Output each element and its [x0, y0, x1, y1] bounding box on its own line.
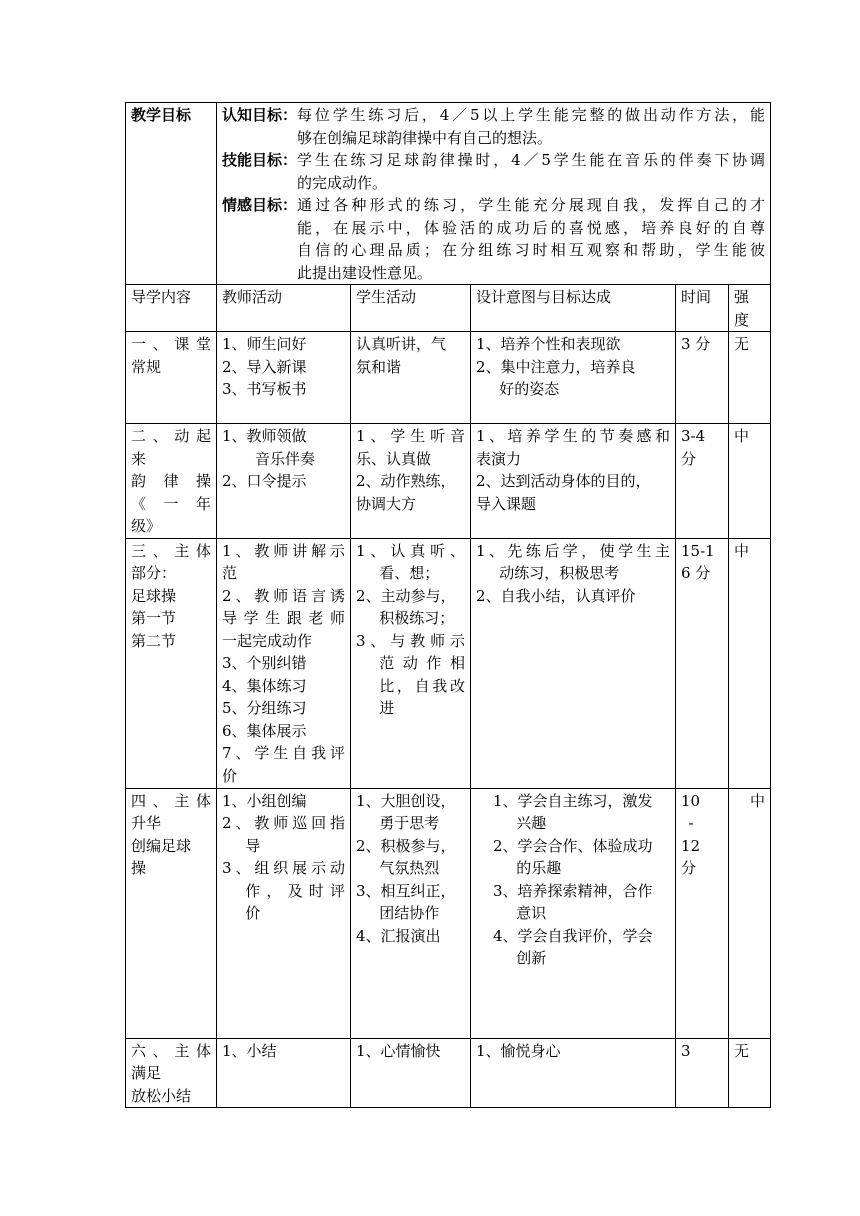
cell-line: 范动作相 — [379, 654, 465, 672]
cell-design — [471, 424, 676, 539]
cell-line: 1、认真听、 — [356, 541, 465, 560]
table-row — [126, 538, 771, 788]
cell-time — [676, 538, 729, 788]
cell-line: 3-4 — [681, 427, 706, 445]
cell-content — [126, 1038, 217, 1108]
cell-line: 6、集体展示 — [222, 721, 307, 740]
header-teacher: 教师活动 — [217, 285, 351, 332]
cell-student — [351, 538, 471, 788]
goal-line: 自信的心理品质；在分组练习时相互观察和帮助，学生能彼 — [297, 241, 766, 259]
cell-line: 范 — [222, 564, 238, 582]
cell-line: 2、动作熟练， — [356, 472, 456, 490]
cell-line: 4、汇报演出 — [356, 926, 441, 945]
cell-content — [126, 538, 217, 788]
cell-line: 3、组织展示动 — [222, 859, 345, 877]
cell-line: 2、自我小结，认真评价 — [476, 586, 636, 605]
cell-time — [676, 424, 729, 539]
cell-line: 团结协作 — [379, 904, 440, 922]
cell-design — [471, 1038, 676, 1108]
cell-line: 看、想； — [379, 564, 440, 582]
cell-line: 1、师生问好 — [222, 335, 307, 353]
cell-line: 1、学生听音 — [356, 427, 465, 445]
cell-student — [351, 1038, 471, 1108]
cell-line: 积极练习； — [379, 609, 455, 627]
cell-line: 2、主动参与， — [356, 586, 456, 605]
goal-label: 认知目标： — [222, 106, 298, 124]
cell-line: 四、主体 — [131, 791, 211, 810]
cell-student — [351, 788, 471, 1038]
cell-line: 价 — [245, 904, 261, 922]
cell-time — [676, 1038, 729, 1108]
cell-line: 意识 — [516, 904, 547, 922]
header-intensity-line: 强 — [734, 288, 750, 306]
cell-line: 第一节 — [131, 609, 177, 627]
cell-line: 分 — [681, 449, 697, 468]
cell-line: 价 — [222, 766, 238, 785]
cell-line: 表演力 — [476, 449, 522, 468]
cell-line: 气氛热烈 — [379, 859, 440, 877]
cell-line: 3 分 — [681, 335, 711, 353]
header-design: 设计意图与目标达成 — [471, 285, 676, 332]
cell-line: 3 — [681, 1041, 691, 1060]
header-content: 导学内容 — [126, 285, 217, 332]
cell-line: 2、学会合作、体验成功 — [493, 836, 653, 855]
cell-teacher — [217, 538, 351, 788]
cell-line: 2、口令提示 — [222, 472, 307, 490]
cell-line: 来 — [131, 449, 147, 468]
cell-teacher — [217, 1038, 351, 1108]
cell-intensity: 无 — [729, 332, 771, 424]
cell-line: 认真听讲，气 — [356, 335, 447, 353]
goals-row-label: 教学目标 — [126, 103, 217, 285]
cell-line: 3、与教师示 — [356, 631, 465, 650]
table-row — [126, 332, 771, 424]
cell-line: 乐、认真做 — [356, 449, 432, 468]
cell-intensity: 中 — [729, 424, 771, 539]
header-intensity-line: 度 — [734, 310, 750, 329]
cell-line: 3、书写板书 — [222, 380, 307, 398]
goal-line: 学生在练习足球韵律操时，4／5学生能在音乐的伴奏下协调 — [297, 151, 766, 169]
cell-line: 15-1 — [681, 541, 715, 560]
cell-line: 1、小组创编 — [222, 791, 307, 810]
goal-skill — [222, 149, 765, 194]
cell-design — [471, 538, 676, 788]
goal-line: 每位学生练习后，4／5以上学生能完整的做出动作方法，能 — [297, 106, 766, 124]
cell-line: 升华 — [131, 814, 162, 832]
cell-design — [471, 332, 676, 424]
goal-affective — [222, 194, 765, 284]
cell-line: 进 — [379, 699, 395, 717]
cell-line: 第二节 — [131, 631, 177, 650]
lesson-plan-table — [125, 102, 771, 1108]
cell-line: 满足 — [131, 1064, 162, 1082]
cell-line: 音乐伴奏 — [255, 449, 316, 468]
cell-line: 2、集中注意力，培养良 — [476, 357, 636, 376]
goal-line: 能，在展示中，体验活的成功后的喜悦感，培养良好的自尊 — [297, 218, 766, 237]
cell-line: 一、课堂 — [131, 335, 211, 353]
cell-line: 3、个别纠错 — [222, 654, 307, 672]
cell-design — [471, 788, 676, 1038]
cell-line: 操 — [131, 859, 147, 877]
cell-line: 二、动起 — [131, 427, 211, 445]
cell-line: 创编足球 — [131, 836, 192, 855]
cell-teacher — [217, 332, 351, 424]
cell-line: 足球操 — [131, 586, 177, 605]
cell-line: 1、培养个性和表现欲 — [476, 335, 621, 353]
cell-line: 2、教师语言诱 — [222, 586, 345, 605]
goal-line: 够在创编足球韵律操中有自己的想法。 — [297, 128, 553, 147]
header-time: 时间 — [676, 285, 729, 332]
cell-line: 协调大方 — [356, 494, 417, 513]
goals-row — [126, 103, 771, 285]
cell-line: 氛和谐 — [356, 357, 402, 376]
cell-line: 1、心情愉快 — [356, 1041, 441, 1060]
cell-line: 6 分 — [681, 564, 711, 582]
cell-line: 比，自我改 — [379, 676, 465, 695]
cell-line: 三、主体 — [131, 541, 211, 560]
cell-line: 7、学生自我评 — [222, 744, 345, 762]
cell-line: 1、培养学生的节奏感和 — [476, 427, 670, 445]
cell-line: 1、教师领做 — [222, 427, 307, 445]
cell-line: 的乐趣 — [516, 859, 562, 877]
cell-line: 1、学会自主练习，激发 — [493, 791, 653, 810]
cell-line: 2、达到活动身体的目的， — [476, 472, 651, 490]
table-row — [126, 1038, 771, 1108]
cell-line: 部分： — [131, 564, 177, 582]
cell-intensity: 中 — [729, 538, 771, 788]
cell-line: 放松小结 — [131, 1086, 192, 1105]
cell-student — [351, 332, 471, 424]
cell-line: 导入课题 — [476, 494, 537, 513]
cell-line: 4、集体练习 — [222, 676, 307, 695]
cell-content — [126, 788, 217, 1038]
cell-line: 1、大胆创设， — [356, 791, 456, 810]
cell-line: - — [688, 814, 694, 832]
cell-line: 级》 — [131, 517, 162, 535]
goal-line: 通过各种形式的练习，学生能充分展现自我，发挥自己的才 — [297, 196, 766, 214]
cell-line: 2、积极参与， — [356, 836, 456, 855]
header-row — [126, 285, 771, 332]
header-intensity — [729, 285, 771, 332]
cell-line: 动练习，积极思考 — [499, 564, 620, 582]
cell-time — [676, 332, 729, 424]
cell-line: 4、学会自我评价，学会 — [493, 926, 653, 945]
cell-time — [676, 788, 729, 1038]
cell-line: 《 一 年 — [131, 494, 211, 513]
cell-line: 作，及时评 — [245, 881, 345, 900]
cell-line: 常规 — [131, 357, 162, 376]
goal-line: 的完成动作。 — [297, 173, 388, 192]
cell-line: 好的姿态 — [499, 380, 560, 398]
cell-teacher — [217, 424, 351, 539]
cell-line: 韵 律 操 — [131, 472, 211, 490]
cell-line: 导 — [245, 836, 261, 855]
cell-line: 分 — [681, 859, 697, 877]
cell-intensity: 无 — [729, 1038, 771, 1108]
cell-line: 1、小结 — [222, 1041, 277, 1060]
table-row — [126, 788, 771, 1038]
cell-line: 1、先练后学，使学生主 — [476, 541, 670, 560]
goal-label: 技能目标： — [222, 151, 298, 169]
cell-line: 兴趣 — [516, 814, 547, 832]
cell-line: 3、培养探索精神，合作 — [493, 881, 653, 900]
goal-line: 此提出建设性意见。 — [297, 263, 433, 282]
cell-line: 12 — [681, 836, 701, 855]
cell-student — [351, 424, 471, 539]
table-row — [126, 424, 771, 539]
cell-line: 10 — [681, 791, 701, 810]
goal-label: 情感目标： — [222, 196, 298, 214]
cell-line: 六、主体 — [131, 1041, 211, 1060]
header-student: 学生活动 — [351, 285, 471, 332]
cell-line: 3、相互纠正， — [356, 881, 456, 900]
cell-content — [126, 332, 217, 424]
cell-line: 5、分组练习 — [222, 699, 307, 717]
cell-line: 1、愉悦身心 — [476, 1041, 561, 1060]
cell-line: 2、教师巡回指 — [222, 814, 345, 832]
cell-intensity: 中 — [729, 788, 771, 1038]
cell-line: 导学生跟老师 — [222, 609, 345, 627]
cell-line: 一起完成动作 — [222, 631, 313, 650]
goal-cognitive — [222, 104, 765, 149]
cell-line: 2、导入新课 — [222, 357, 307, 376]
cell-teacher — [217, 788, 351, 1038]
cell-line: 勇于思考 — [379, 814, 440, 832]
goals-cell — [217, 103, 771, 285]
cell-line: 创新 — [516, 949, 547, 967]
cell-line: 1、教师讲解示 — [222, 541, 345, 560]
cell-content — [126, 424, 217, 539]
